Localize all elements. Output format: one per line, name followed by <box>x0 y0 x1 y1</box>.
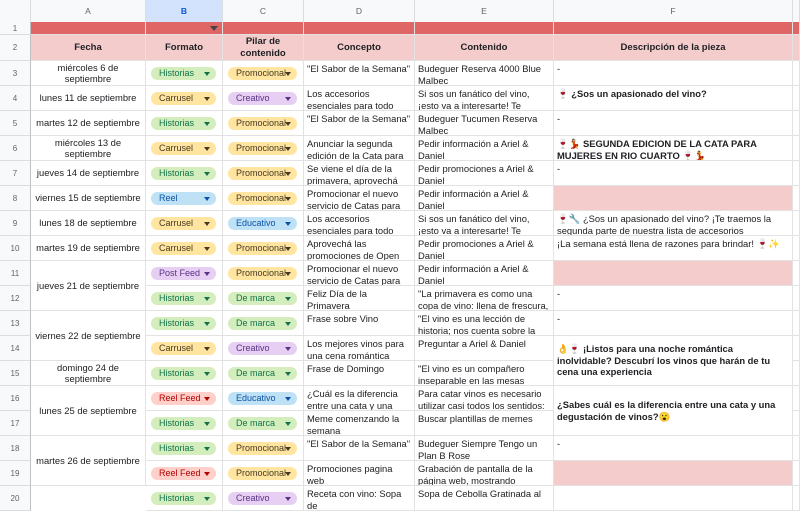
formato-cell[interactable] <box>146 361 223 386</box>
chevron-down-icon[interactable] <box>285 172 291 176</box>
row-number[interactable]: 18 <box>0 436 31 461</box>
extra-cell[interactable] <box>793 336 800 361</box>
pilar-chip[interactable] <box>228 292 297 305</box>
chevron-down-icon[interactable] <box>285 322 291 326</box>
chevron-down-icon[interactable] <box>285 247 291 251</box>
descripcion-cell[interactable]: ¡La semana está llena de razones para brindar! 🍷✨ <box>554 236 793 261</box>
contenido-cell[interactable]: Sopa de Cebolla Gratinada al <box>415 486 554 511</box>
chevron-down-icon[interactable] <box>204 222 210 226</box>
descripcion-cell[interactable]: - <box>554 436 793 461</box>
date-cell[interactable]: domingo 24 de septiembre <box>31 361 146 386</box>
formato-chip[interactable] <box>151 117 216 130</box>
row-number[interactable]: 19 <box>0 461 31 486</box>
chip-label: Historias <box>159 418 195 428</box>
pilar-cell[interactable] <box>223 461 304 486</box>
concepto-cell[interactable]: Meme comenzando la semana <box>304 411 415 436</box>
formato-chip[interactable] <box>151 467 216 480</box>
formato-cell[interactable] <box>146 61 223 86</box>
chevron-down-icon[interactable] <box>204 297 210 301</box>
descripcion-cell[interactable] <box>554 486 793 511</box>
pilar-chip[interactable] <box>228 117 297 130</box>
chip-label: Promocional <box>236 168 287 178</box>
contenido-cell[interactable]: Pedir promociones a Ariel & Daniel <box>415 236 554 261</box>
pilar-chip[interactable] <box>228 392 297 405</box>
header-formato[interactable]: Formato <box>146 35 223 61</box>
contenido-cell[interactable]: Grabación de pantalla de la página web, mostrando <box>415 461 554 486</box>
chevron-down-icon[interactable] <box>285 197 291 201</box>
header-pilar[interactable]: Pilar de contenido <box>223 35 304 61</box>
contenido-cell[interactable]: Si sos un fanático del vino, ¡esto va a interesarte! Te <box>415 211 554 236</box>
date-cell[interactable]: jueves 14 de septiembre <box>31 161 146 186</box>
chip-label: Post Feed <box>159 268 201 278</box>
chevron-down-icon[interactable] <box>204 347 210 351</box>
formato-chip[interactable] <box>151 317 216 330</box>
row-number[interactable]: 6 <box>0 136 31 161</box>
pilar-chip[interactable] <box>228 142 297 155</box>
chevron-down-icon[interactable] <box>204 372 210 376</box>
contenido-cell[interactable]: Budeguer Siempre Tengo un Plan B Rose <box>415 436 554 461</box>
pilar-cell[interactable] <box>223 361 304 386</box>
concepto-cell[interactable]: Los accesorios esenciales para todo <box>304 86 415 111</box>
pilar-cell[interactable] <box>223 86 304 111</box>
date-cell[interactable]: lunes 11 de septiembre <box>31 86 146 111</box>
pilar-chip[interactable] <box>228 492 297 505</box>
descripcion-cell[interactable]: - <box>554 111 793 136</box>
formato-cell[interactable] <box>146 86 223 111</box>
formato-cell[interactable] <box>146 261 223 286</box>
contenido-cell[interactable]: Pedir información a Ariel & Daniel <box>415 261 554 286</box>
pilar-chip[interactable] <box>228 467 297 480</box>
chip-label: De marca <box>236 418 276 428</box>
chip-label: Carrusel <box>159 243 194 253</box>
pilar-cell[interactable] <box>223 236 304 261</box>
chip-label: Promocional <box>236 468 287 478</box>
column-header-d[interactable]: D <box>304 0 415 22</box>
column-header-f[interactable]: F <box>554 0 793 22</box>
descripcion-cell[interactable] <box>554 461 793 486</box>
pilar-chip[interactable] <box>228 317 297 330</box>
chevron-down-icon[interactable] <box>204 97 210 101</box>
formato-chip[interactable] <box>151 242 216 255</box>
chevron-down-icon[interactable] <box>204 197 210 201</box>
chip-label: Creativo <box>236 343 270 353</box>
header-extra-cell[interactable] <box>793 35 800 61</box>
extra-cell[interactable] <box>793 361 800 386</box>
chevron-down-icon[interactable] <box>285 422 291 426</box>
chevron-down-icon[interactable] <box>204 497 210 501</box>
pilar-chip[interactable] <box>228 167 297 180</box>
formato-chip[interactable] <box>151 217 216 230</box>
formato-chip[interactable] <box>151 342 216 355</box>
chip-label: Promocional <box>236 118 287 128</box>
row-number[interactable]: 8 <box>0 186 31 211</box>
chevron-down-icon[interactable] <box>285 72 291 76</box>
date-cell[interactable]: miércoles 6 de septiembre <box>31 61 146 86</box>
descripcion-cell[interactable] <box>554 261 793 286</box>
row-number[interactable]: 10 <box>0 236 31 261</box>
concepto-cell[interactable]: Feliz Día de la Primavera <box>304 286 415 311</box>
descripcion-cell[interactable]: 🍷💃 SEGUNDA EDICION DE LA CATA PARA MUJERES EN RIO CUARTO 🍷💃 <box>554 136 793 161</box>
chevron-down-icon[interactable] <box>204 72 210 76</box>
column-header-b[interactable]: B <box>146 0 223 22</box>
formato-chip[interactable] <box>151 192 216 205</box>
chip-label: Promocional <box>236 443 287 453</box>
chip-label: Promocional <box>236 268 287 278</box>
pilar-cell[interactable] <box>223 286 304 311</box>
descripcion-cell[interactable]: - <box>554 311 793 336</box>
pilar-cell[interactable] <box>223 61 304 86</box>
extra-cell[interactable] <box>793 61 800 86</box>
extra-cell[interactable] <box>793 311 800 336</box>
chevron-down-icon[interactable] <box>285 397 291 401</box>
header-fecha[interactable]: Fecha <box>31 35 146 61</box>
chip-label: De marca <box>236 293 276 303</box>
concepto-cell[interactable]: Frase de Domingo <box>304 361 415 386</box>
formato-chip[interactable] <box>151 492 216 505</box>
date-cell[interactable]: lunes 25 de septiembre <box>31 386 146 436</box>
descripcion-cell[interactable] <box>554 186 793 211</box>
formato-chip[interactable] <box>151 392 216 405</box>
header-band-cell[interactable] <box>31 22 146 35</box>
chevron-down-icon[interactable] <box>204 272 210 276</box>
header-band-cell[interactable] <box>304 22 415 35</box>
contenido-cell[interactable]: Pedir promociones a Ariel & Daniel <box>415 161 554 186</box>
formato-chip[interactable] <box>151 67 216 80</box>
pilar-chip[interactable] <box>228 192 297 205</box>
header-band-cell[interactable] <box>146 22 223 35</box>
chevron-down-icon[interactable] <box>204 122 210 126</box>
extra-cell[interactable] <box>793 436 800 461</box>
pilar-cell[interactable] <box>223 111 304 136</box>
row-number[interactable]: 20 <box>0 486 31 511</box>
formato-chip[interactable] <box>151 417 216 430</box>
pilar-chip[interactable] <box>228 242 297 255</box>
descripcion-cell[interactable]: - <box>554 286 793 311</box>
row-number[interactable]: 11 <box>0 261 31 286</box>
pilar-cell[interactable] <box>223 186 304 211</box>
chevron-down-icon[interactable] <box>204 147 210 151</box>
header-band-cell[interactable] <box>554 22 793 35</box>
formato-cell[interactable] <box>146 436 223 461</box>
row-number[interactable]: 7 <box>0 161 31 186</box>
concepto-cell[interactable]: "El Sabor de la Semana" <box>304 111 415 136</box>
descripcion-cell[interactable]: 👌🍷 ¡Listos para una noche romántica inolvidable? Descubrí los vinos que harán de tu cena una experiencia <box>554 336 793 386</box>
pilar-chip[interactable] <box>228 417 297 430</box>
chip-label: Historias <box>159 318 195 328</box>
chip-label: Historias <box>159 118 195 128</box>
chevron-down-icon[interactable] <box>285 147 291 151</box>
extra-cell[interactable] <box>793 186 800 211</box>
contenido-cell[interactable]: "El vino es un compañero inseparable en las mesas <box>415 361 554 386</box>
chevron-down-icon[interactable] <box>285 497 291 501</box>
chip-label: Historias <box>159 68 195 78</box>
chevron-down-icon[interactable] <box>285 372 291 376</box>
pilar-cell[interactable] <box>223 336 304 361</box>
chip-label: Educativo <box>236 218 276 228</box>
contenido-cell[interactable]: Preguntar a Ariel & Daniel <box>415 336 554 361</box>
select-all-corner[interactable] <box>0 0 31 22</box>
chip-label: Reel Feed <box>159 468 201 478</box>
date-cell[interactable]: lunes 18 de septiembre <box>31 211 146 236</box>
chip-label: Historias <box>159 293 195 303</box>
row-number[interactable]: 5 <box>0 111 31 136</box>
chip-label: Educativo <box>236 393 276 403</box>
extra-cell[interactable] <box>793 386 800 411</box>
column-header-e[interactable]: E <box>415 0 554 22</box>
concepto-cell[interactable]: "El Sabor de la Semana" <box>304 61 415 86</box>
extra-cell[interactable] <box>793 411 800 436</box>
header-band-cell[interactable] <box>223 22 304 35</box>
pilar-cell[interactable] <box>223 386 304 411</box>
chevron-down-icon[interactable] <box>204 397 210 401</box>
header-descripcion[interactable]: Descripción de la pieza <box>554 35 793 61</box>
row-number[interactable]: 16 <box>0 386 31 411</box>
column-header-g[interactable] <box>793 0 800 22</box>
chevron-down-icon[interactable] <box>285 297 291 301</box>
row-number[interactable]: 2 <box>0 35 31 61</box>
chip-label: Historias <box>159 168 195 178</box>
pilar-chip[interactable] <box>228 67 297 80</box>
formato-chip[interactable] <box>151 367 216 380</box>
pilar-chip[interactable] <box>228 367 297 380</box>
contenido-cell[interactable]: "El vino es una lección de historia; nos cuenta sobre la <box>415 311 554 336</box>
pilar-cell[interactable] <box>223 311 304 336</box>
formato-cell[interactable] <box>146 211 223 236</box>
filter-icon[interactable] <box>210 26 218 31</box>
header-band-cell[interactable] <box>793 22 800 35</box>
chevron-down-icon[interactable] <box>285 447 291 451</box>
extra-cell[interactable] <box>793 236 800 261</box>
chevron-down-icon[interactable] <box>204 172 210 176</box>
chip-label: Promocional <box>236 68 287 78</box>
concepto-cell[interactable]: Los accesorios esenciales para todo <box>304 211 415 236</box>
column-header-c[interactable]: C <box>223 0 304 22</box>
column-header-bar <box>0 0 800 23</box>
date-cell[interactable]: martes 12 de septiembre <box>31 111 146 136</box>
chip-label: Historias <box>159 443 195 453</box>
concepto-cell[interactable]: ¿Cuál es la diferencia entre una cata y una <box>304 386 415 411</box>
row-number[interactable]: 4 <box>0 86 31 111</box>
concepto-cell[interactable]: Los mejores vinos para una cena romántica <box>304 336 415 361</box>
date-cell[interactable]: martes 19 de septiembre <box>31 236 146 261</box>
formato-cell[interactable] <box>146 336 223 361</box>
chip-label: Carrusel <box>159 143 194 153</box>
formato-chip[interactable] <box>151 292 216 305</box>
chip-label: Promocional <box>236 243 287 253</box>
header-band-cell[interactable] <box>415 22 554 35</box>
pilar-chip[interactable] <box>228 342 297 355</box>
chip-label: Promocional <box>236 193 287 203</box>
formato-chip[interactable] <box>151 142 216 155</box>
concepto-cell[interactable]: Promocionar el nuevo servicio de Catas para <box>304 261 415 286</box>
descripcion-cell[interactable]: ¿Sabes cuál es la diferencia entre una cata y una degustación de vinos?😮 <box>554 386 793 436</box>
chip-label: Carrusel <box>159 343 194 353</box>
row-number[interactable]: 13 <box>0 311 31 336</box>
chevron-down-icon[interactable] <box>285 122 291 126</box>
extra-cell[interactable] <box>793 286 800 311</box>
contenido-cell[interactable]: Para catar vinos es necesario utilizar casi todos los sentidos: <box>415 386 554 411</box>
row-number[interactable]: 14 <box>0 336 31 361</box>
chevron-down-icon[interactable] <box>204 422 210 426</box>
pilar-chip[interactable] <box>228 217 297 230</box>
descripcion-cell[interactable]: - <box>554 161 793 186</box>
column-header-a[interactable]: A <box>31 0 146 22</box>
formato-chip[interactable] <box>151 442 216 455</box>
concepto-cell[interactable]: Anunciar la segunda edición de la Cata para <box>304 136 415 161</box>
contenido-cell[interactable]: Budeguer Tucumen Reserva Malbec <box>415 111 554 136</box>
pilar-chip[interactable] <box>228 92 297 105</box>
contenido-cell[interactable]: "La primavera es como una copa de vino: llena de frescura, <box>415 286 554 311</box>
header-concepto[interactable]: Concepto <box>304 35 415 61</box>
pilar-cell[interactable] <box>223 486 304 511</box>
chevron-down-icon[interactable] <box>285 222 291 226</box>
chevron-down-icon[interactable] <box>285 272 291 276</box>
row-number[interactable]: 9 <box>0 211 31 236</box>
formato-cell[interactable] <box>146 311 223 336</box>
formato-cell[interactable] <box>146 111 223 136</box>
chip-label: Promocional <box>236 143 287 153</box>
formato-cell[interactable] <box>146 411 223 436</box>
date-cell[interactable]: jueves 21 de septiembre <box>31 261 146 311</box>
pilar-chip[interactable] <box>228 442 297 455</box>
chevron-down-icon[interactable] <box>204 322 210 326</box>
date-cell[interactable]: martes 26 de septiembre <box>31 436 146 486</box>
formato-cell[interactable] <box>146 161 223 186</box>
formato-chip[interactable] <box>151 92 216 105</box>
chip-label: Reel <box>159 193 178 203</box>
pilar-cell[interactable] <box>223 436 304 461</box>
chip-label: Creativo <box>236 93 270 103</box>
pilar-cell[interactable] <box>223 136 304 161</box>
descripcion-cell[interactable]: - <box>554 61 793 86</box>
chip-label: Creativo <box>236 493 270 503</box>
row-number[interactable]: 15 <box>0 361 31 386</box>
extra-cell[interactable] <box>793 211 800 236</box>
extra-cell[interactable] <box>793 111 800 136</box>
formato-chip[interactable] <box>151 167 216 180</box>
pilar-cell[interactable] <box>223 411 304 436</box>
chip-label: Carrusel <box>159 218 194 228</box>
row-number[interactable]: 17 <box>0 411 31 436</box>
concepto-cell[interactable]: Aprovechá las promociones de Open <box>304 236 415 261</box>
pilar-chip[interactable] <box>228 267 297 280</box>
row-number[interactable]: 3 <box>0 61 31 86</box>
pilar-cell[interactable] <box>223 211 304 236</box>
pilar-cell[interactable] <box>223 161 304 186</box>
row-number[interactable]: 12 <box>0 286 31 311</box>
formato-cell[interactable] <box>146 486 223 511</box>
concepto-cell[interactable]: Receta con vino: Sopa de <box>304 486 415 511</box>
chip-label: Historias <box>159 493 195 503</box>
formato-cell[interactable] <box>146 386 223 411</box>
chip-label: Carrusel <box>159 93 194 103</box>
extra-cell[interactable] <box>793 261 800 286</box>
formato-cell[interactable] <box>146 136 223 161</box>
concepto-cell[interactable]: Promociones pagina web <box>304 461 415 486</box>
chevron-down-icon[interactable] <box>285 97 291 101</box>
contenido-cell[interactable]: Budeguer Reserva 4000 Blue Malbec <box>415 61 554 86</box>
descripcion-cell[interactable]: 🍷 ¿Sos un apasionado del vino? <box>554 86 793 111</box>
chevron-down-icon[interactable] <box>204 472 210 476</box>
formato-cell[interactable] <box>146 461 223 486</box>
header-contenido[interactable]: Contenido <box>415 35 554 61</box>
concepto-cell[interactable]: Promocionar el nuevo servicio de Catas para <box>304 186 415 211</box>
formato-chip[interactable] <box>151 267 216 280</box>
formato-cell[interactable] <box>146 286 223 311</box>
chip-label: De marca <box>236 368 276 378</box>
formato-cell[interactable] <box>146 186 223 211</box>
pilar-cell[interactable] <box>223 261 304 286</box>
chevron-down-icon[interactable] <box>285 347 291 351</box>
descripcion-cell[interactable]: 🍷🔧 ¿Sos un apasionado del vino? ¡Te traemos la segunda parte de nuestra lista de accesorios <box>554 211 793 236</box>
contenido-cell[interactable]: Buscar plantillas de memes <box>415 411 554 436</box>
concepto-cell[interactable]: Se viene el día de la primavera, aprovechá <box>304 161 415 186</box>
chevron-down-icon[interactable] <box>204 447 210 451</box>
extra-cell[interactable] <box>793 136 800 161</box>
chevron-down-icon[interactable] <box>285 472 291 476</box>
date-cell[interactable]: viernes 15 de septiembre <box>31 186 146 211</box>
extra-cell[interactable] <box>793 161 800 186</box>
chip-label: Historias <box>159 368 195 378</box>
concepto-cell[interactable]: "El Sabor de la Semana" <box>304 436 415 461</box>
date-cell[interactable]: viernes 22 de septiembre <box>31 311 146 361</box>
extra-cell[interactable] <box>793 86 800 111</box>
formato-cell[interactable] <box>146 236 223 261</box>
chip-label: Reel Feed <box>159 393 201 403</box>
contenido-cell[interactable]: Pedir información a Ariel & Daniel <box>415 186 554 211</box>
contenido-cell[interactable]: Si sos un fanático del vino, ¡esto va a interesarte! Te <box>415 86 554 111</box>
concepto-cell[interactable]: Frase sobre Vino <box>304 311 415 336</box>
extra-cell[interactable] <box>793 486 800 511</box>
row-number[interactable]: 1 <box>0 22 31 35</box>
chip-label: De marca <box>236 318 276 328</box>
chevron-down-icon[interactable] <box>204 247 210 251</box>
date-cell[interactable]: miércoles 13 de septiembre <box>31 136 146 161</box>
extra-cell[interactable] <box>793 461 800 486</box>
contenido-cell[interactable]: Pedir información a Ariel & Daniel <box>415 136 554 161</box>
